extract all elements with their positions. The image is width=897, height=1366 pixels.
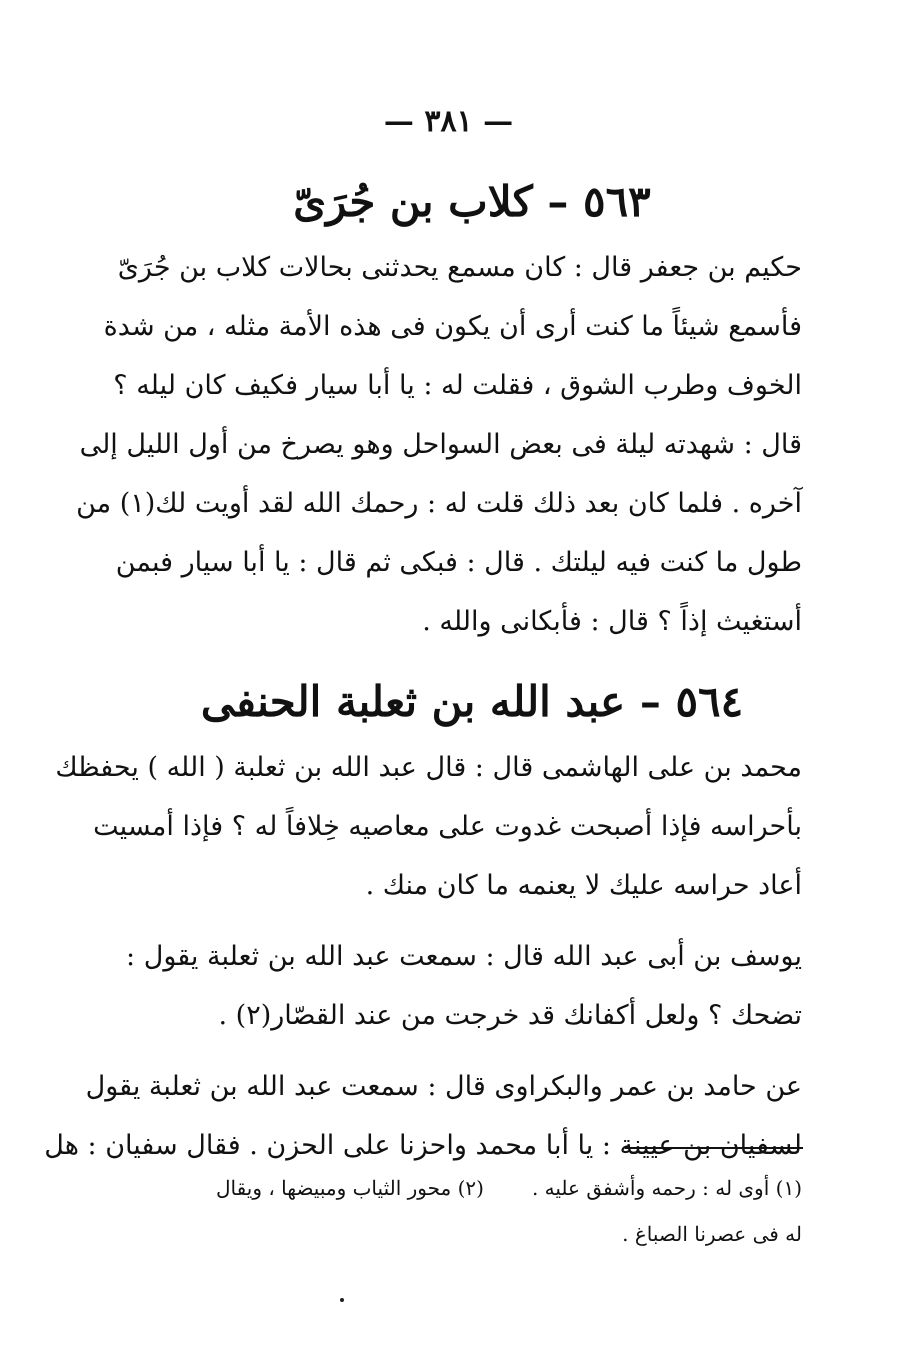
footnote-2: (٢) محور الثياب ومبيضها ، ويقال: [216, 1176, 484, 1200]
footnote-divider: [625, 1147, 803, 1149]
paragraph: [44, 1057, 802, 1175]
text-line: محمد بن على الهاشمى قال : قال عبد الله بن ثعلبة ( الله ) يحفظك: [55, 752, 802, 783]
paper-speck: [340, 1298, 344, 1302]
text-line: أستغيث إذاً ؟ قال : فأبكانى والله .: [422, 606, 802, 637]
text-line: تضحك ؟ ولعل أكفانك قد خرجت من عند القصّار(٢) .: [218, 1000, 802, 1031]
text-line: فأسمع شيئاً ما كنت أرى أن يكون فى هذه الأمة مثله ، من شدة: [103, 311, 802, 342]
text-line: الخوف وطرب الشوق ، فقلت له : يا أبا سيار فكيف كان ليله ؟: [113, 370, 802, 401]
text-line: لسفيان بن عيينة : يا أبا محمد واحزنا على الحزن . فقال سفيان : هل: [44, 1130, 802, 1161]
footnotes: [142, 1165, 802, 1257]
footnote-2-continued: له فى عصرنا الصباغ .: [622, 1222, 802, 1246]
footnote-line: [142, 1211, 802, 1257]
text-line: طول ما كنت فيه ليلتك . قال : فبكى ثم قال : يا أبا سيار فبمن: [115, 547, 802, 578]
text-line: حكيم بن جعفر قال : كان مسمع يحدثنى بحالات كلاب بن جُرَىّ: [117, 252, 802, 283]
paragraph: [126, 927, 802, 1045]
text-line: يوسف بن أبى عبد الله قال : سمعت عبد الله بن ثعلبة يقول :: [126, 941, 802, 972]
page-number: — ٣٨١ —: [383, 104, 514, 139]
text-line: أعاد حراسه عليك لا يعنمه ما كان منك .: [365, 870, 802, 901]
section-563: [76, 172, 802, 651]
text-line: عن حامد بن عمر والبكراوى قال : سمعت عبد الله بن ثعلبة يقول: [85, 1071, 802, 1102]
footnote-1: (١) أوى له : رحمه وأشفق عليه .: [531, 1176, 802, 1200]
section-heading: ٥٦٤ – عبد الله بن ثعلبة الحنفى: [200, 677, 744, 726]
section-564: [44, 672, 802, 1175]
footnote-line: [142, 1165, 802, 1211]
paragraph: [55, 738, 802, 915]
section-heading: ٥٦٣ – كلاب بن جُرَىّ: [293, 177, 651, 226]
text-line: بأحراسه فإذا أصبحت غدوت على معاصيه خِلافاً له ؟ فإذا أمسيت: [93, 811, 802, 842]
text-line: قال : شهدته ليلة فى بعض السواحل وهو يصرخ من أول الليل إلى: [79, 429, 802, 460]
text-line: آخره . فلما كان بعد ذلك قلت له : رحمك الله لقد أويت لك(١) من: [76, 488, 802, 519]
